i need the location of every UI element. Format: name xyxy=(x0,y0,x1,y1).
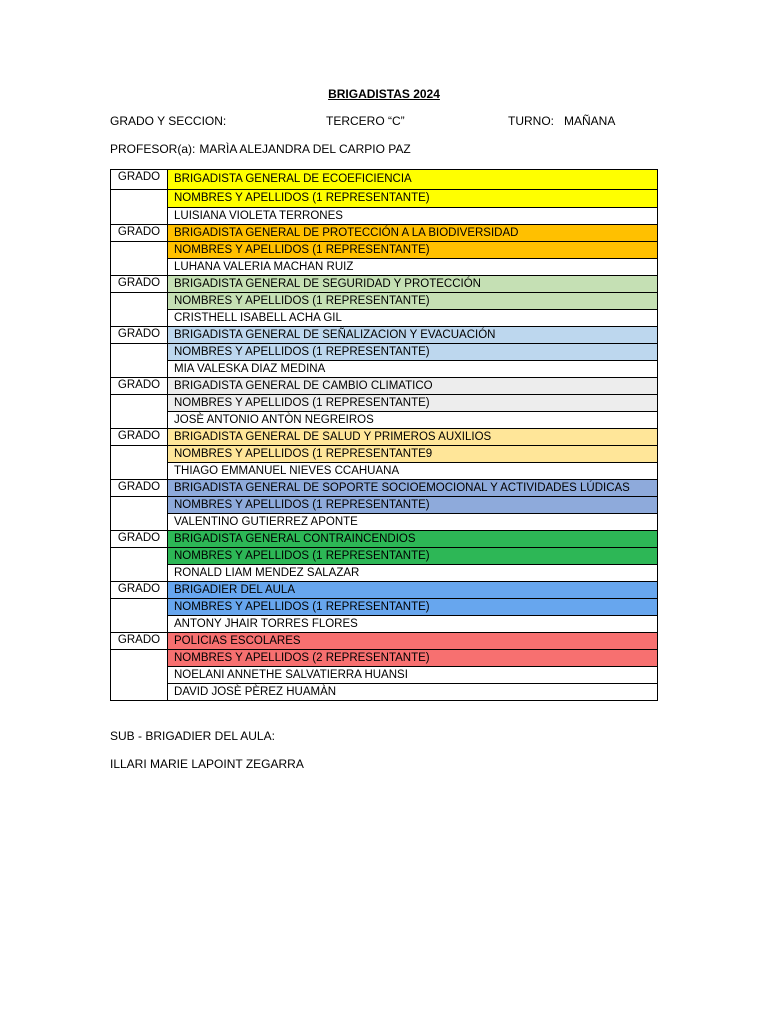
sub-brigadier-label: SUB - BRIGADIER DEL AULA: xyxy=(110,729,275,743)
names-subheader-cell: NOMBRES Y APELLIDOS (1 REPRESENTANTE) xyxy=(168,293,658,310)
brigade-name-cell: BRIGADISTA GENERAL DE CAMBIO CLIMATICO xyxy=(168,378,658,395)
brigade-subheader-row xyxy=(111,497,658,514)
names-subheader-cell: NOMBRES Y APELLIDOS (2 REPRESENTANTE) xyxy=(168,650,658,667)
grade-empty-cell xyxy=(111,497,168,531)
member-name-cell: JOSÈ ANTONIO ANTÒN NEGREIROS xyxy=(168,412,658,429)
grade-empty-cell xyxy=(111,190,168,225)
member-row xyxy=(111,310,658,327)
brigade-subheader-row xyxy=(111,446,658,463)
member-row xyxy=(111,616,658,633)
brigade-header-row xyxy=(111,531,658,548)
brigade-name-cell: BRIGADISTA GENERAL DE SOPORTE SOCIOEMOCIONAL Y ACTIVIDADES LÚDICAS xyxy=(168,480,658,497)
grade-cell: GRADO xyxy=(111,327,168,344)
shift-value: MAÑANA xyxy=(564,114,616,128)
brigade-name-cell: POLICIAS ESCOLARES xyxy=(168,633,658,650)
brigades-table-body xyxy=(111,170,658,701)
member-row xyxy=(111,667,658,684)
grade-cell: GRADO xyxy=(111,225,168,242)
brigade-name-cell: BRIGADISTA GENERAL DE SEGURIDAD Y PROTECCIÓN xyxy=(168,276,658,293)
brigade-header-row xyxy=(111,429,658,446)
shift-label: TURNO: xyxy=(508,114,554,128)
member-name-cell: NOELANI ANNETHE SALVATIERRA HUANSI xyxy=(168,667,658,684)
names-subheader-cell: NOMBRES Y APELLIDOS (1 REPRESENTANTE) xyxy=(168,190,658,208)
brigade-name-cell: BRIGADISTA GENERAL DE ECOEFICIENCIA xyxy=(168,170,658,190)
grade-cell: GRADO xyxy=(111,276,168,293)
teacher-line xyxy=(110,142,415,156)
teacher-name: MARÌA ALEJANDRA DEL CARPIO PAZ xyxy=(199,142,411,156)
grade-empty-cell xyxy=(111,395,168,429)
sub-brigadier-name: ILLARI MARIE LAPOINT ZEGARRA xyxy=(110,757,304,771)
names-subheader-cell: NOMBRES Y APELLIDOS (1 REPRESENTANTE) xyxy=(168,548,658,565)
member-name-cell: RONALD LIAM MENDEZ SALAZAR xyxy=(168,565,658,582)
member-row xyxy=(111,565,658,582)
member-row xyxy=(111,684,658,701)
brigade-subheader-row xyxy=(111,599,658,616)
brigade-header-row xyxy=(111,378,658,395)
names-subheader-cell: NOMBRES Y APELLIDOS (1 REPRESENTANTE) xyxy=(168,242,658,259)
names-subheader-cell: NOMBRES Y APELLIDOS (1 REPRESENTANTE) xyxy=(168,599,658,616)
grade-empty-cell xyxy=(111,548,168,582)
brigade-header-row xyxy=(111,170,658,190)
brigade-header-row xyxy=(111,582,658,599)
member-name-cell: LUHANA VALERIA MACHAN RUIZ xyxy=(168,259,658,276)
brigade-subheader-row xyxy=(111,344,658,361)
grade-cell: GRADO xyxy=(111,633,168,650)
member-row xyxy=(111,514,658,531)
grade-cell: GRADO xyxy=(111,378,168,395)
grade-cell: GRADO xyxy=(111,480,168,497)
grade-section-label: GRADO Y SECCION: xyxy=(110,114,227,128)
grade-empty-cell xyxy=(111,344,168,378)
brigade-name-cell: BRIGADISTA GENERAL DE SALUD Y PRIMEROS AUXILIOS xyxy=(168,429,658,446)
member-row xyxy=(111,208,658,225)
brigade-name-cell: BRIGADISTA GENERAL CONTRAINCENDIOS xyxy=(168,531,658,548)
member-name-cell: CRISTHELL ISABELL ACHA GIL xyxy=(168,310,658,327)
member-name-cell: THIAGO EMMANUEL NIEVES CCAHUANA xyxy=(168,463,658,480)
names-subheader-cell: NOMBRES Y APELLIDOS (1 REPRESENTANTE) xyxy=(168,497,658,514)
brigade-name-cell: BRIGADISTA GENERAL DE SEÑALIZACION Y EVACUACIÓN xyxy=(168,327,658,344)
member-name-cell: VALENTINO GUTIERREZ APONTE xyxy=(168,514,658,531)
brigade-subheader-row xyxy=(111,650,658,667)
brigade-header-row xyxy=(111,480,658,497)
grade-cell: GRADO xyxy=(111,429,168,446)
member-name-cell: MIA VALESKA DIAZ MEDINA xyxy=(168,361,658,378)
member-name-cell: LUISIANA VIOLETA TERRONES xyxy=(168,208,658,225)
grade-cell: GRADO xyxy=(111,531,168,548)
brigade-header-row xyxy=(111,276,658,293)
brigade-subheader-row xyxy=(111,190,658,208)
grade-empty-cell xyxy=(111,599,168,633)
teacher-label: PROFESOR(a): xyxy=(110,142,196,156)
brigade-name-cell: BRIGADIER DEL AULA xyxy=(168,582,658,599)
brigade-name-cell: BRIGADISTA GENERAL DE PROTECCIÓN A LA BIODIVERSIDAD xyxy=(168,225,658,242)
member-row xyxy=(111,259,658,276)
grade-cell: GRADO xyxy=(111,582,168,599)
member-row xyxy=(111,463,658,480)
names-subheader-cell: NOMBRES Y APELLIDOS (1 REPRESENTANTE) xyxy=(168,344,658,361)
names-subheader-cell: NOMBRES Y APELLIDOS (1 REPRESENTANTE) xyxy=(168,395,658,412)
member-row xyxy=(111,361,658,378)
grade-empty-cell xyxy=(111,242,168,276)
document-title: BRIGADISTAS 2024 xyxy=(328,87,440,101)
grade-section-value: TERCERO “C” xyxy=(326,114,405,128)
brigade-subheader-row xyxy=(111,242,658,259)
brigade-subheader-row xyxy=(111,293,658,310)
brigade-subheader-row xyxy=(111,548,658,565)
grade-empty-cell xyxy=(111,446,168,480)
brigade-header-row xyxy=(111,225,658,242)
names-subheader-cell: NOMBRES Y APELLIDOS (1 REPRESENTANTE9 xyxy=(168,446,658,463)
brigade-header-row xyxy=(111,633,658,650)
member-row xyxy=(111,412,658,429)
brigades-table xyxy=(110,169,658,701)
grade-cell: GRADO xyxy=(111,170,168,190)
member-name-cell: ANTONY JHAIR TORRES FLORES xyxy=(168,616,658,633)
brigade-header-row xyxy=(111,327,658,344)
grade-empty-cell xyxy=(111,293,168,327)
member-name-cell: DAVID JOSÈ PÈREZ HUAMÀN xyxy=(168,684,658,701)
grade-empty-cell xyxy=(111,650,168,701)
brigade-subheader-row xyxy=(111,395,658,412)
